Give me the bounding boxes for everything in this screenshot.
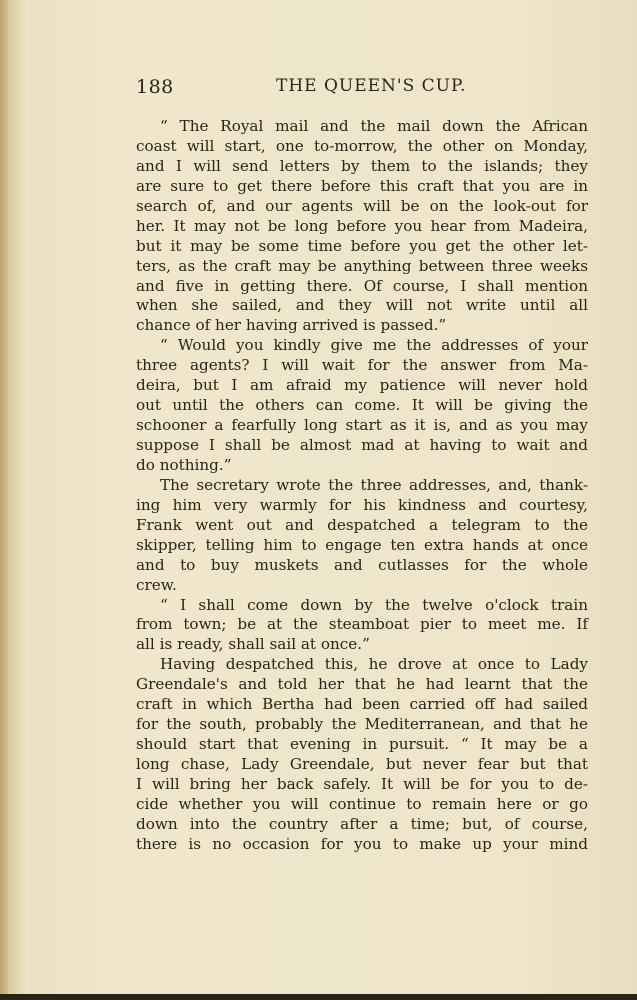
text-line: and five in getting there. Of course, I shall mention: [136, 276, 588, 295]
text-line: from town; be at the steamboat pier to meet me. If: [136, 615, 588, 634]
text-line: search of, and our agents will be on the look-out for: [136, 196, 588, 215]
text-line: do nothing.”: [136, 455, 232, 474]
text-line: ing him very warmly for his kindness and courtesy,: [136, 495, 588, 514]
text-line: there is no occasion for you to make up your mind: [136, 834, 588, 853]
text-line: her. It may not be long before you hear from Madeira,: [136, 216, 588, 235]
page-bottom-edge: [0, 994, 637, 1000]
text-line: and I will send letters by them to the islands; they: [136, 156, 588, 175]
text-line: down into the country after a time; but, of course,: [136, 814, 588, 833]
text-line: long chase, Lady Greendale, but never fear but that: [136, 755, 588, 773]
text-line: but it may be some time before you get the other let-: [136, 236, 588, 255]
text-line: The secretary wrote the three addresses, and, thank-: [160, 475, 588, 494]
text-line: Greendale's and told her that he had learnt that the: [136, 675, 588, 694]
page-number: 188: [136, 76, 174, 98]
text-line: coast will start, one to-morrow, the other on Monday,: [136, 136, 588, 155]
text-line: are sure to get there before this craft that you are in: [136, 176, 588, 195]
text-line: “ The Royal mail and the mail down the African: [160, 117, 588, 135]
text-line: and to buy muskets and cutlasses for the whole: [136, 555, 588, 574]
text-line: all is ready, shall sail at once.”: [136, 635, 370, 654]
text-line: for the south, probably the Mediterranean, and that he: [136, 715, 588, 734]
running-head: THE QUEEN'S CUP.: [276, 76, 467, 96]
text-line: when she sailed, and they will not write until all: [136, 296, 588, 315]
text-line: schooner a fearfully long start as it is, and as you may: [136, 416, 588, 435]
text-line: craft in which Bertha had been carried off had sailed: [136, 695, 588, 714]
page-gutter: [0, 0, 8, 1000]
text-line: ters, as the craft may be anything between three weeks: [136, 256, 588, 275]
text-line: Having despatched this, he drove at once to Lady: [160, 655, 588, 674]
text-line: Frank went out and despatched a telegram to the: [136, 515, 588, 534]
text-line: three agents? I will wait for the answer from Ma-: [136, 356, 588, 375]
text-line: chance of her having arrived is passed.”: [136, 316, 447, 335]
text-line: should start that evening in pursuit. “ It may be a: [136, 735, 588, 754]
text-line: I will bring her back safely. It will be for you to de-: [136, 774, 588, 793]
text-line: cide whether you will continue to remain here or go: [136, 794, 588, 813]
text-line: suppose I shall be almost mad at having to wait and: [136, 436, 588, 454]
page-header: [0, 76, 637, 100]
text-line: “ I shall come down by the twelve o'clock train: [160, 595, 588, 614]
text-line: “ Would you kindly give me the addresses of your: [160, 336, 588, 355]
text-line: out until the others can come. It will be giving the: [136, 396, 588, 415]
body-text: [136, 117, 588, 855]
text-line: skipper, telling him to engage ten extra hands at once: [136, 535, 588, 554]
text-line: deira, but I am afraid my patience will never hold: [136, 376, 588, 395]
text-line: crew.: [136, 575, 177, 594]
